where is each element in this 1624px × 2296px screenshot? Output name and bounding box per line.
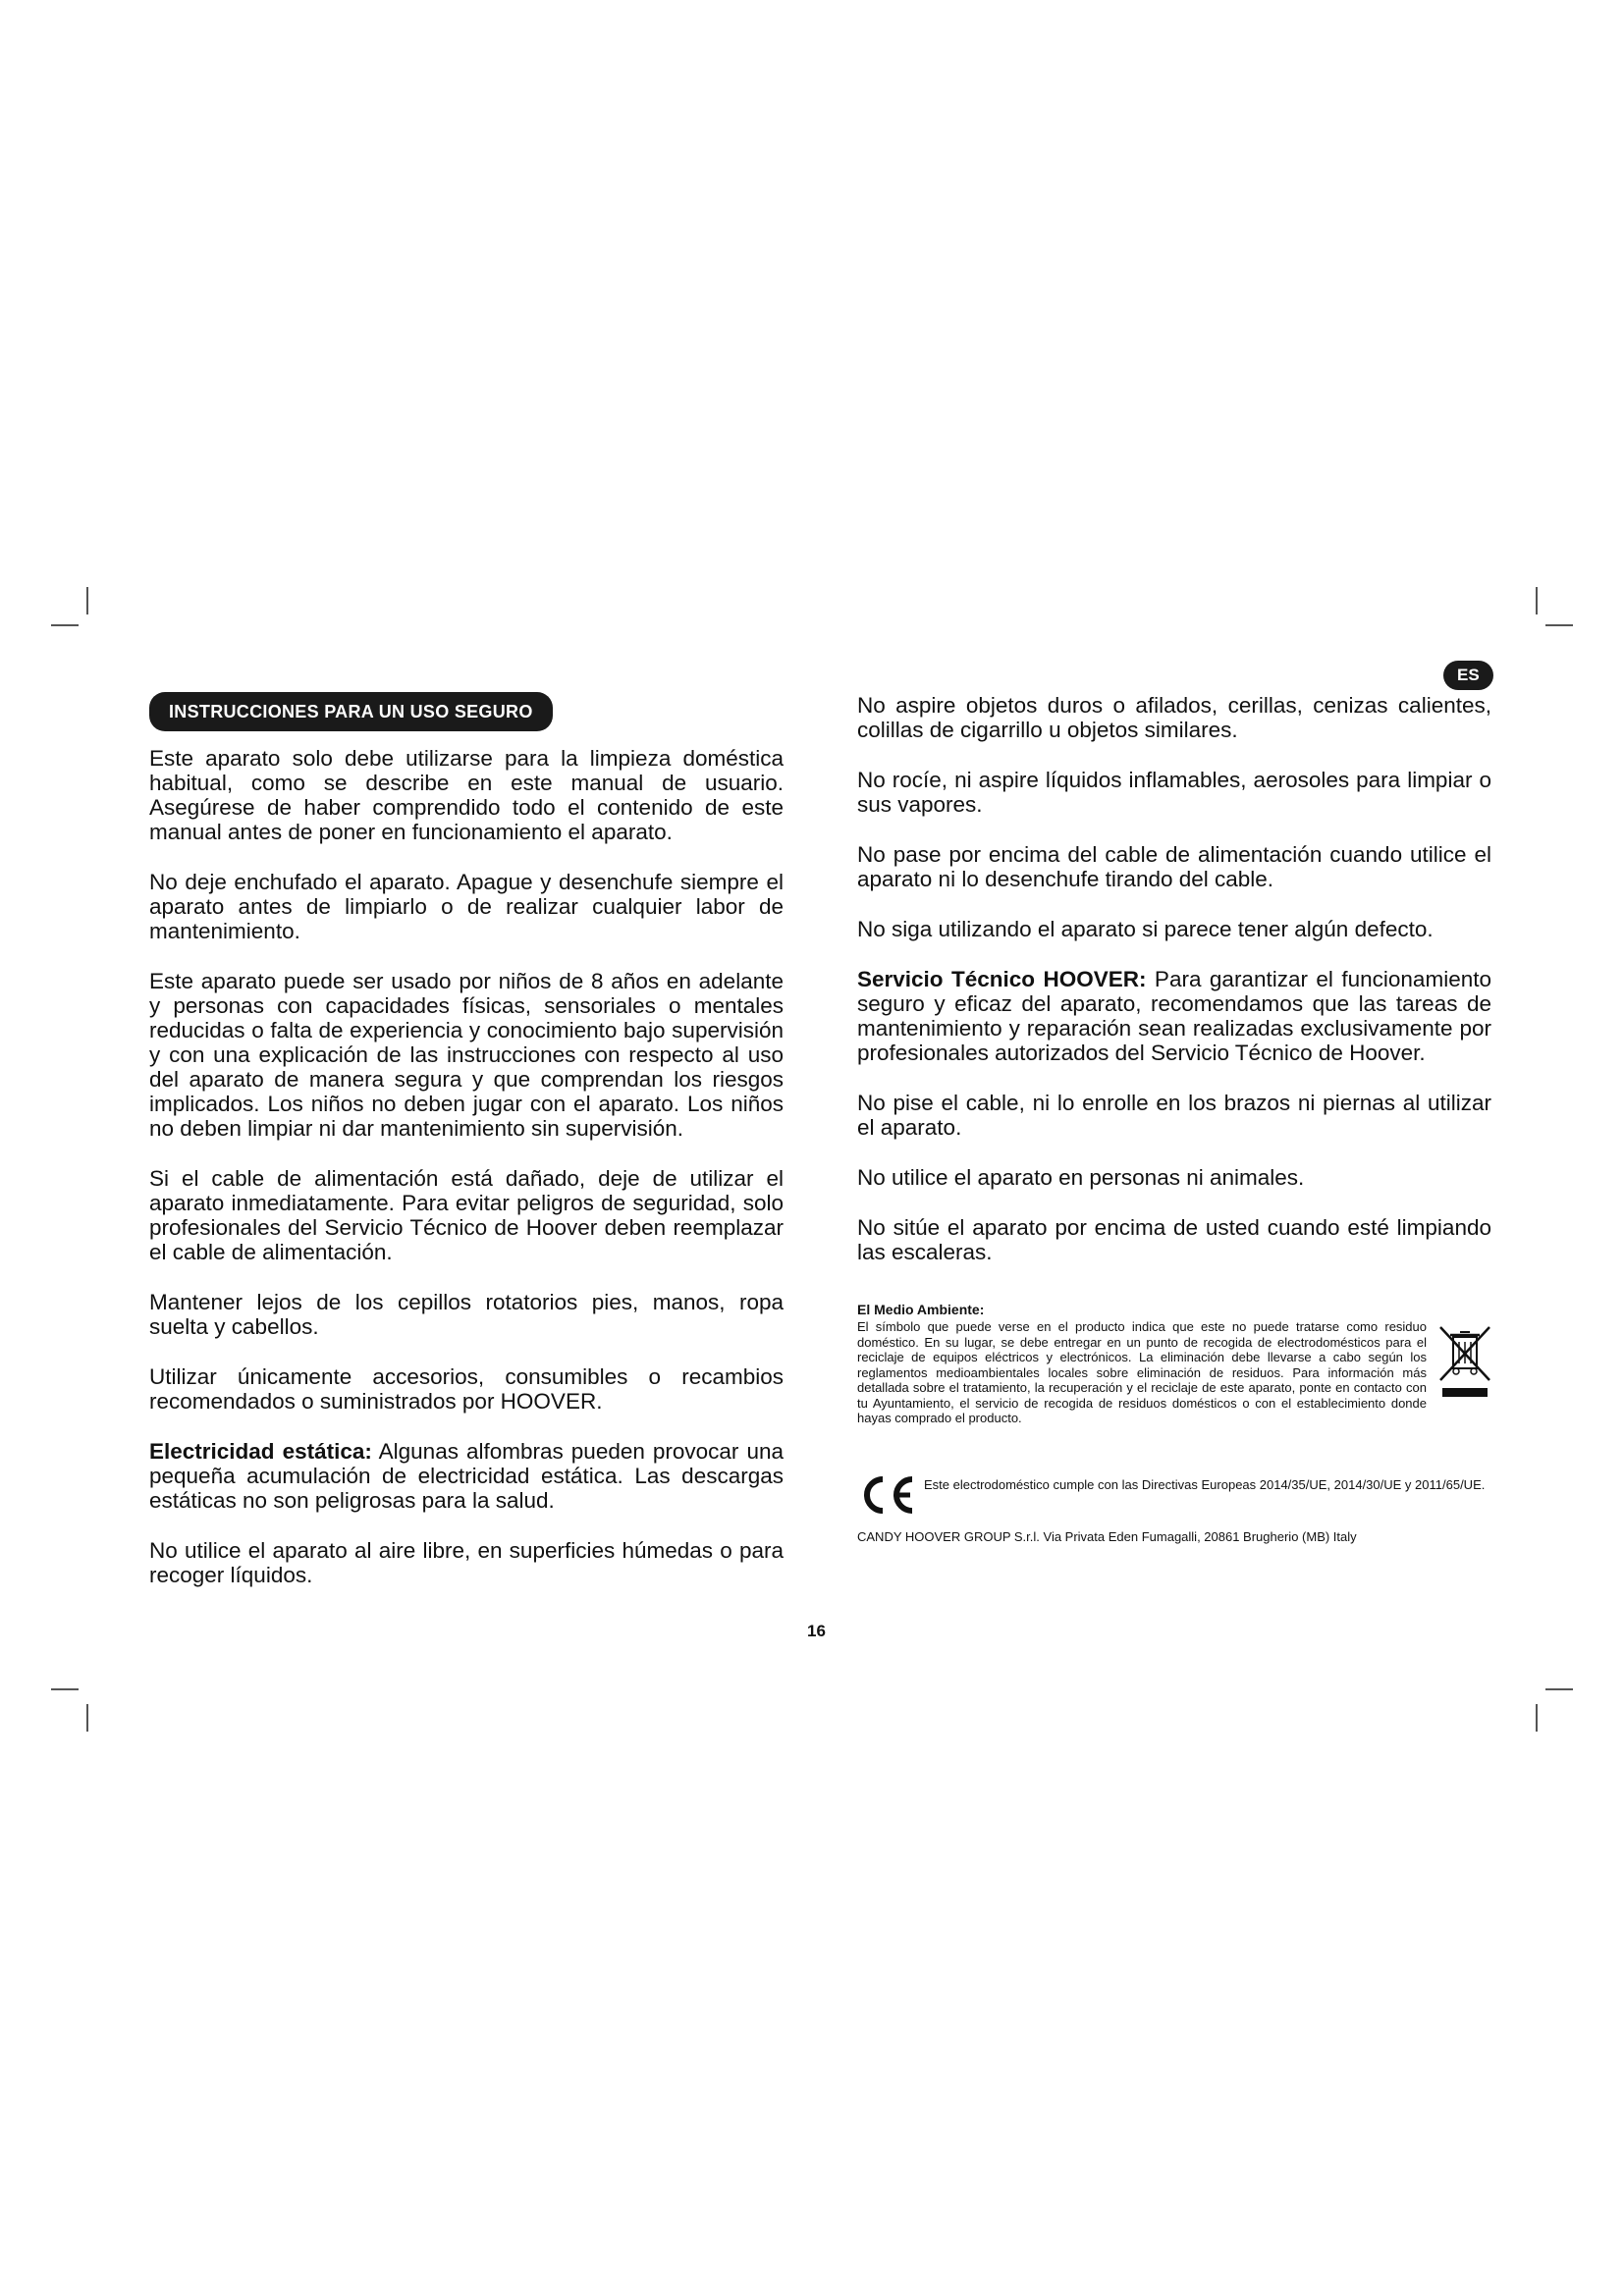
- paragraph: No pise el cable, ni lo enrolle en los brazos ni piernas al utilizar el aparato.: [857, 1091, 1491, 1140]
- ce-mark-icon: [857, 1473, 918, 1517]
- paragraph: No deje enchufado el aparato. Apague y desenchufe siempre el aparato antes de limpiarlo o de realizar cualquier labor de mantenimiento.: [149, 870, 784, 943]
- environment-title: El Medio Ambiente:: [857, 1302, 985, 1317]
- ce-compliance: [857, 1469, 1493, 1517]
- section-title: INSTRUCCIONES PARA UN USO SEGURO: [149, 692, 553, 731]
- crop-mark: [1545, 1688, 1573, 1690]
- paragraph: No utilice el aparato en personas ni animales.: [857, 1165, 1305, 1190]
- paragraph: No pase por encima del cable de alimentación cuando utilice el aparato ni lo desenchufe tirando del cable.: [857, 842, 1491, 891]
- crop-mark: [51, 1688, 79, 1690]
- crop-mark: [1536, 1704, 1538, 1732]
- language-badge: ES: [1443, 661, 1493, 690]
- paragraph: No siga utilizando el aparato si parece tener algún defecto.: [857, 917, 1434, 941]
- paragraph: Si el cable de alimentación está dañado, deje de utilizar el aparato inmediatamente. Para evitar peligros de seguridad, solo profesionales del Servicio Técnico de Hoover deben reemplazar el cable de alimentación.: [149, 1166, 784, 1264]
- paragraph: Mantener lejos de los cepillos rotatorios pies, manos, ropa suelta y cabellos.: [149, 1290, 784, 1339]
- paragraph-static-electricity: Electricidad estática: Algunas alfombras pueden provocar una pequeña acumulación de electricidad estática. Las descargas estáticas no son peligrosas para la salud.: [149, 1439, 784, 1513]
- paragraph: No aspire objetos duros o afilados, cerillas, cenizas calientes, colillas de cigarrillo u objetos similares.: [857, 693, 1491, 742]
- paragraph: Este aparato puede ser usado por niños de 8 años en adelante y personas con capacidades físicas, sensoriales o mentales reducidas o falta de experiencia y conocimiento bajo supervisión y con una explicación de las instrucciones con respecto al uso del aparato de manera segura y que comprendan los riesgos implicados. Los niños no deben jugar con el aparato. Los niños no deben limpiar ni dar mantenimiento sin supervisión.: [149, 969, 784, 1141]
- crop-mark: [1545, 624, 1573, 626]
- environment-section: [857, 1302, 1493, 1426]
- left-column: [149, 746, 784, 1613]
- crossed-out-wheelie-bin-icon: [1436, 1321, 1493, 1400]
- crop-mark: [86, 1704, 88, 1732]
- crop-mark: [86, 587, 88, 614]
- manufacturer-address: CANDY HOOVER GROUP S.r.l. Via Privata Eden Fumagalli, 20861 Brugherio (MB) Italy: [857, 1529, 1357, 1544]
- environment-body: El símbolo que puede verse en el producto indica que este no puede tratarse como residuo doméstico. En su lugar, se debe entregar en un punto de recogida de electrodomésticos para el reciclaje de equipos eléctricos y electrónicos. La eliminación debe llevarse a cabo según los reglamentos medioambientales locales sobre eliminación de residuos. Para información más detallada sobre el tratamiento, la recuperación y el reciclaje de este aparato, ponte en contacto con tu Ayuntamiento, el servicio de recogida de residuos domésticos o con el establecimiento donde hayas comprado el producto.: [857, 1319, 1427, 1425]
- right-column: [857, 693, 1491, 1290]
- page-number: 16: [807, 1622, 826, 1640]
- paragraph: Utilizar únicamente accesorios, consumibles o recambios recomendados o suministrados por HOOVER.: [149, 1364, 784, 1414]
- paragraph: No rocíe, ni aspire líquidos inflamables, aerosoles para limpiar o sus vapores.: [857, 768, 1491, 817]
- paragraph: No sitúe el aparato por encima de usted cuando esté limpiando las escaleras.: [857, 1215, 1491, 1264]
- paragraph: No utilice el aparato al aire libre, en superficies húmedas o para recoger líquidos.: [149, 1538, 784, 1587]
- crop-mark: [1536, 587, 1538, 614]
- paragraph-service: Servicio Técnico HOOVER: Para garantizar el funcionamiento seguro y eficaz del aparato, recomendamos que las tareas de mantenimiento y reparación sean realizadas exclusivamente por profesionales autorizados del Servicio Técnico de Hoover.: [857, 967, 1491, 1065]
- crop-mark: [51, 624, 79, 626]
- ce-compliance-text: Este electrodoméstico cumple con las Directivas Europeas 2014/35/UE, 2014/30/UE y 2011/65/UE.: [924, 1477, 1486, 1492]
- paragraph: Este aparato solo debe utilizarse para la limpieza doméstica habitual, como se describe en este manual de usuario. Asegúrese de haber comprendido todo el contenido de este manual antes de poner en funcionamiento el aparato.: [149, 746, 784, 844]
